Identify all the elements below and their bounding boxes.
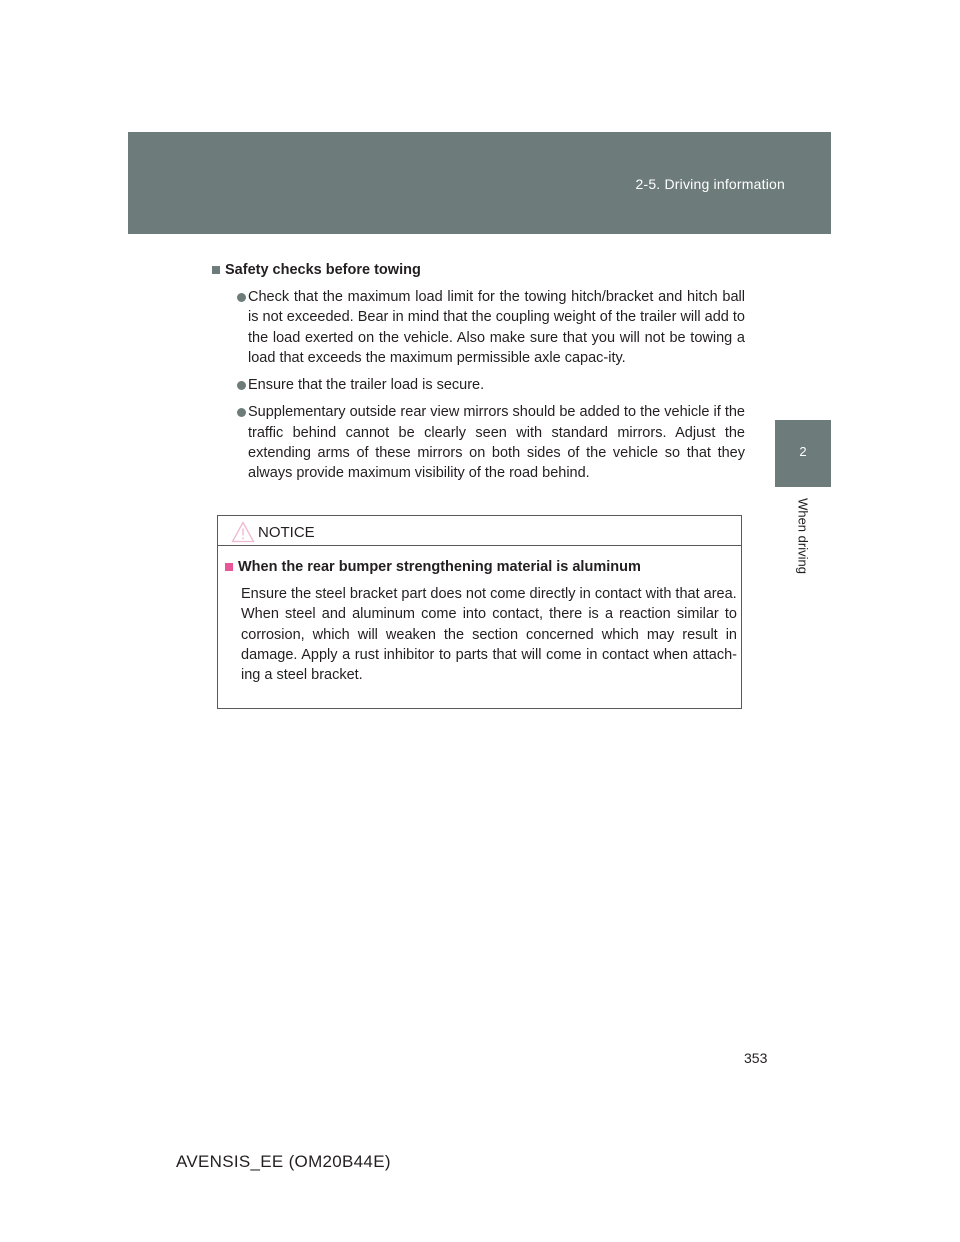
chapter-number: 2 <box>799 444 807 459</box>
list-item <box>212 402 745 483</box>
notice-text <box>225 584 737 685</box>
notice-heading-text: When the rear bumper strengthening material is aluminum <box>238 559 641 575</box>
section-heading-text: Safety checks before towing <box>225 262 421 278</box>
notice-box <box>217 515 742 709</box>
section-title: 2-5. Driving information <box>635 176 785 192</box>
square-bullet-icon <box>212 266 220 274</box>
chapter-tab <box>775 420 831 487</box>
list-item-text: Check that the maximum load limit for the towing hitch/bracket and hitch ball is not exceeded. Bear in mind that the coupling weight of the trailer will add to the load exerted on the vehicle. Also make sure that you will not be towing a load that exceeds the maximum permissible axle capac-ity. <box>248 289 745 366</box>
notice-paragraph: Ensure the steel bracket part does not come directly in contact with that area. <box>241 586 737 602</box>
list-item <box>212 287 745 368</box>
section-heading <box>212 260 745 280</box>
notice-paragraph: When steel and aluminum come into contact, there is a reaction similar to corrosion, which will weaken the section concerned which may result in damage. Apply a rust inhibitor to parts that will come in contact when attach-ing a steel bracket. <box>241 606 737 684</box>
list-item-text: Supplementary outside rear view mirrors should be added to the vehicle if the traffic behind cannot be clearly seen with standard mirrors. Adjust the extending arms of these mirrors on both sides of the vehicle so that they always provide maximum visibility of the road behind. <box>248 404 745 482</box>
notice-heading <box>225 557 737 577</box>
square-bullet-icon <box>225 563 233 571</box>
list-item-text: Ensure that the trailer load is secure. <box>248 377 485 394</box>
notice-title: NOTICE <box>258 524 315 541</box>
model-code: AVENSIS_EE (OM20B44E) <box>176 1152 391 1171</box>
header-band <box>128 132 831 234</box>
circle-bullet-icon <box>237 408 246 417</box>
chapter-label: When driving <box>795 498 811 574</box>
safety-checks-section <box>212 260 745 484</box>
notice-header <box>218 516 741 546</box>
warning-triangle-icon <box>231 521 255 543</box>
list-item <box>212 375 745 395</box>
circle-bullet-icon <box>237 381 246 390</box>
notice-body <box>225 557 737 685</box>
page-number: 353 <box>744 1050 768 1066</box>
circle-bullet-icon <box>237 293 246 302</box>
